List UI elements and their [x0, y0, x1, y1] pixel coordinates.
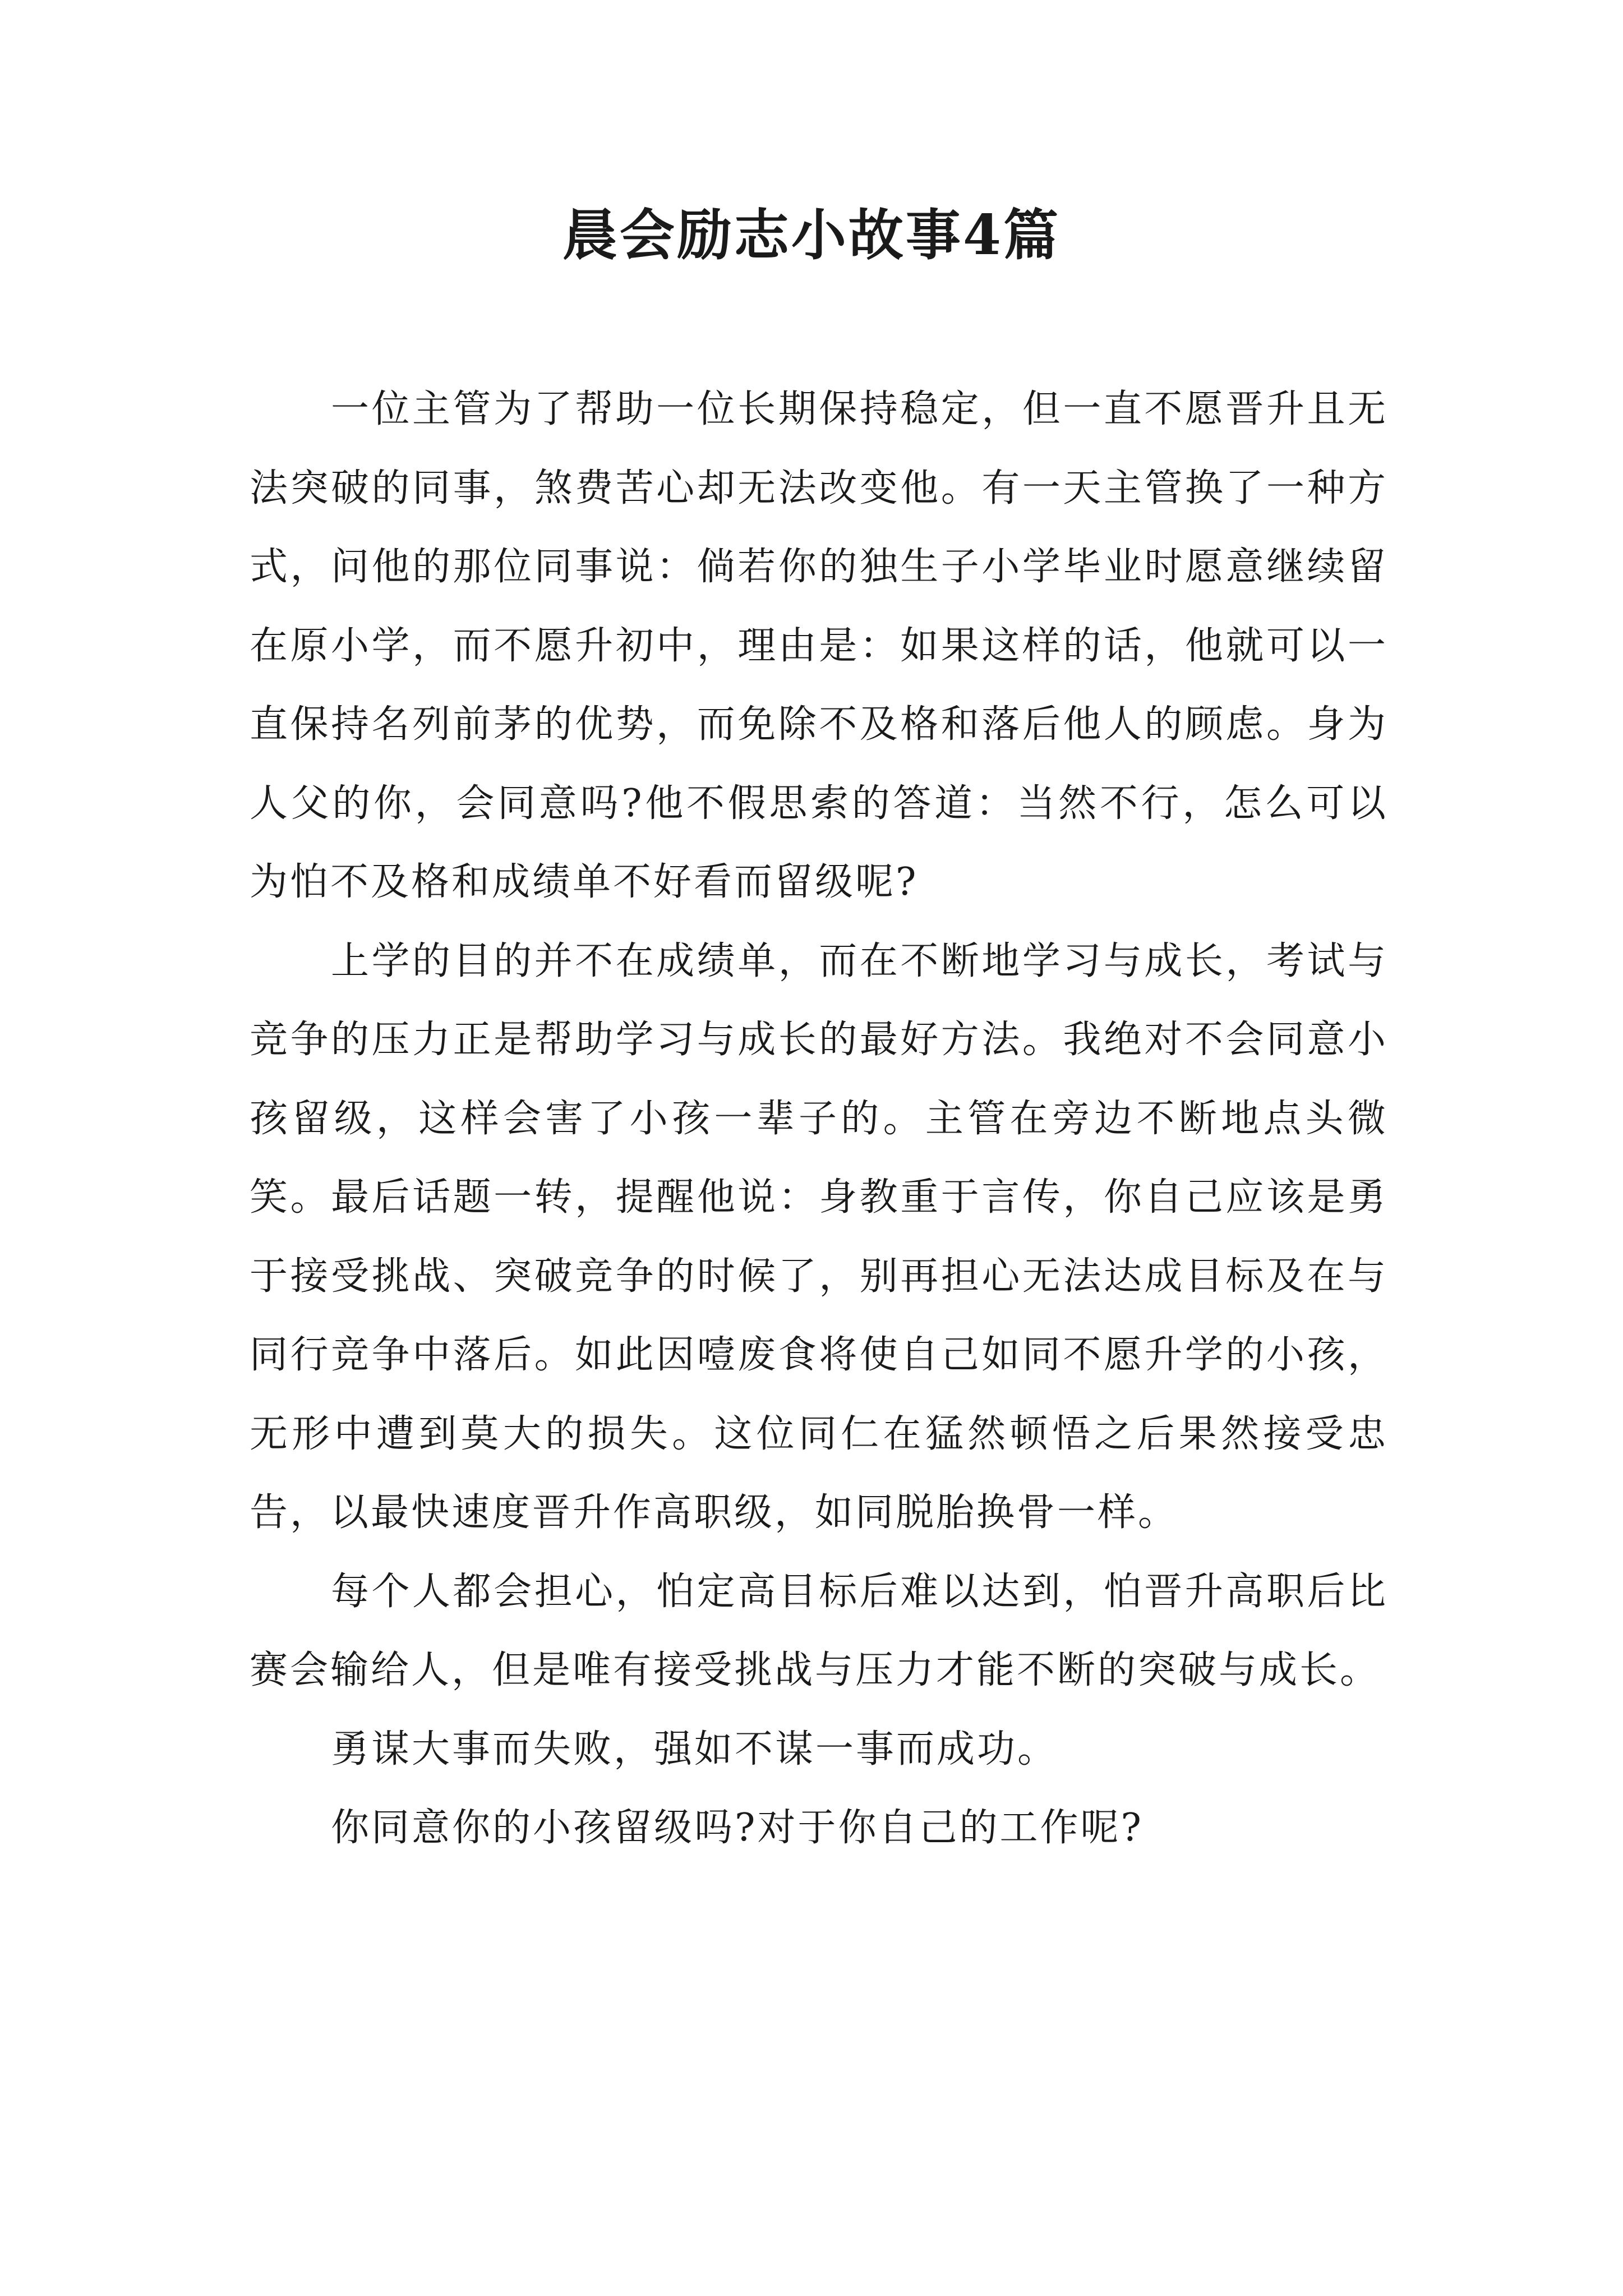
document-title: 晨会励志小故事4篇 — [562, 203, 1061, 268]
document-body — [250, 370, 1388, 1868]
paragraph-4: 勇谋大事而失败，强如不谋一事而成功。 — [331, 1727, 1058, 1772]
paragraph-1: 一位主管为了帮助一位长期保持稳定，但一直不愿晋升且无法突破的同事，煞费苦心却无法改变他。有一天主管换了一种方式，问他的那位同事说：倘若你的独生子小学毕业时愿意继续留在原小学，而不愿升初中，理由是：如果这样的话，他就可以一直保持名列前茅的优势，而免除不及格和落后他人的顾虑。身为人父的你，会同意吗?他不假思索的答道：当然不行，怎么可以为怕不及格和成绩单不好看而留级呢? — [250, 387, 1388, 904]
paragraph-5: 你同意你的小孩留级吗?对于你自己的工作呢? — [331, 1806, 1144, 1850]
paragraph-3: 每个人都会担心，怕定高目标后难以达到，怕晋升高职后比赛会输给人，但是唯有接受挑战与压力才能不断的突破与成长。 — [250, 1569, 1388, 1692]
paragraph-2: 上学的目的并不在成绩单，而在不断地学习与成长，考试与竞争的压力正是帮助学习与成长的最好方法。我绝对不会同意小孩留级，这样会害了小孩一辈子的。主管在旁边不断地点头微笑。最后话题一转，提醒他说：身教重于言传，你自己应该是勇于接受挑战、突破竞争的时候了，别再担心无法达成目标及在与同行竞争中落后。如此因噎废食将使自己如同不愿升学的小孩，无形中遭到莫大的损失。这位同仁在猛然顿悟之后果然接受忠告，以最快速度晋升作高职级，如同脱胎换骨一样。 — [250, 938, 1388, 1535]
